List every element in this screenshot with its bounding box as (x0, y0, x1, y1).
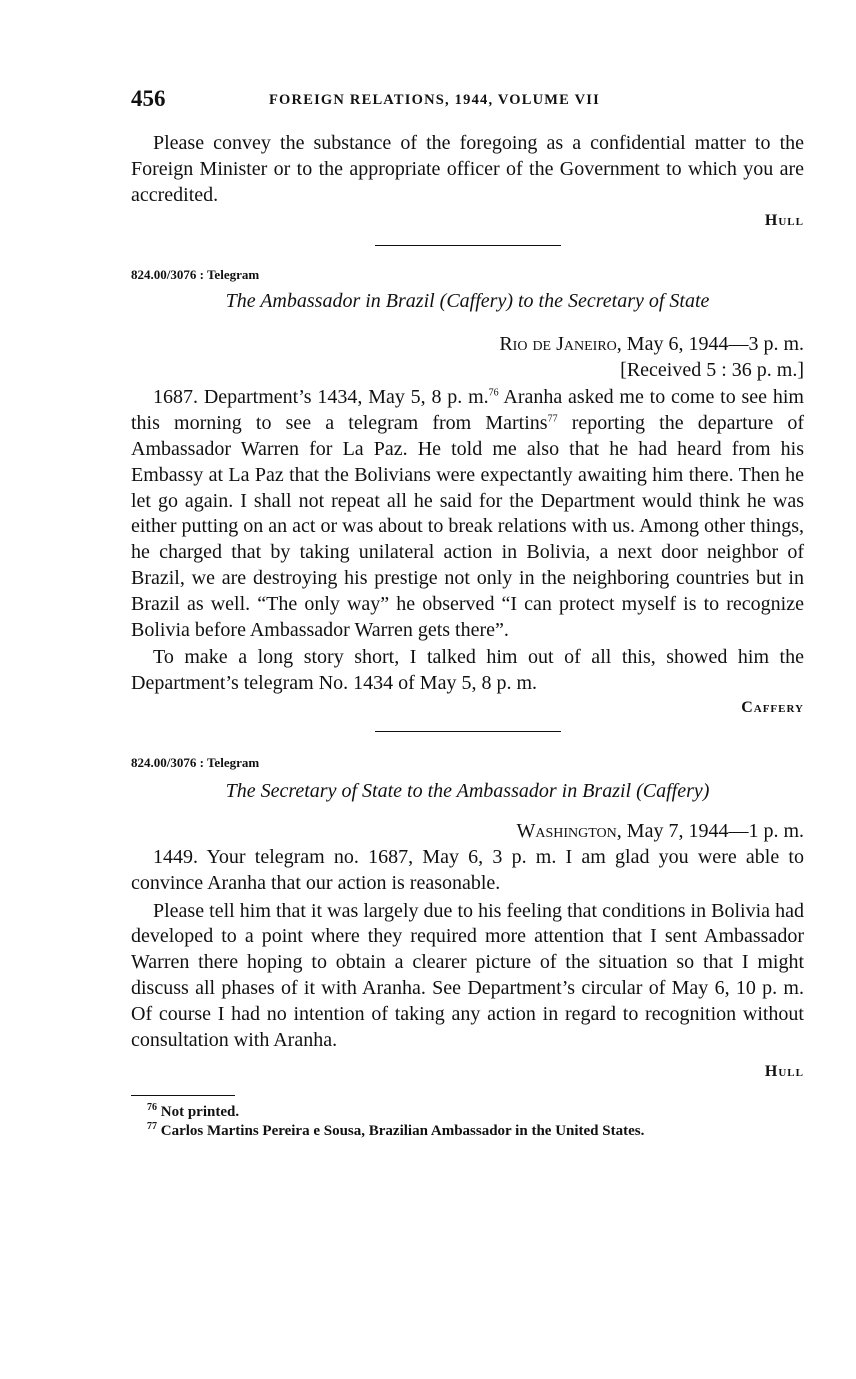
document-2 (131, 754, 804, 1083)
dateline (131, 818, 804, 844)
document-title: The Secretary of State to the Ambassador in Brazil (Caffery) (225, 779, 710, 802)
received-line: [Received 5 : 36 p. m.] (620, 359, 804, 382)
file-reference: 824.00/3076 : Telegram (131, 754, 260, 770)
footnote-number: 76 (147, 1102, 157, 1114)
footnote-77 (131, 1122, 804, 1141)
paragraph-text: 1687. Department’s 1434, May 5, 8 p. m. (153, 386, 489, 409)
dateline-date: , May 6, 1944—3 p. m. (616, 333, 804, 356)
file-reference: 824.00/3076 : Telegram (131, 267, 260, 283)
signature-caffery: Caffery (741, 698, 804, 716)
dateline (131, 331, 804, 357)
page-number: 456 (131, 86, 166, 111)
footnote-number: 77 (147, 1121, 157, 1133)
footnote-ref-76[interactable]: 76 (488, 387, 499, 399)
footnotes (131, 1103, 804, 1141)
document-1 (131, 266, 804, 719)
section-divider-1 (375, 245, 561, 246)
footnote-ref-77[interactable]: 77 (547, 413, 558, 425)
document-title: The Ambassador in Brazil (Caffery) to the Secretary of State (225, 290, 710, 313)
signature-hull-1: Hull (764, 212, 804, 230)
document-flow (131, 131, 804, 1141)
section-divider-2 (375, 731, 561, 732)
paragraph-text: reporting the departure of Ambassador Warren for La Paz. He told me also that he had heard from his Embassy at La Paz that the Bolivians were expectantly awaiting him there. Then he let go again. I shall not repeat all he said for the Department would think he was either putting on an act or was about to break relations with us. Among other things, he charged that by taking unilateral action in Bolivia, a next door neighbor of Brazil, we are destroying his prestige not only in the neighboring countries but in Brazil as well. “The only way” he observed “I can protect myself is to recognize Bolivia before Ambassador Warren gets there”. (131, 412, 804, 641)
footnote-divider (131, 1095, 235, 1096)
page-header (131, 86, 804, 116)
running-head: FOREIGN RELATIONS, 1944, VOLUME VII (269, 92, 600, 108)
paragraph-text: Aranha asked me to come to see him this morning to see a telegram from Martins (131, 386, 804, 435)
footnote-text: Not printed. (157, 1104, 240, 1121)
footnote-text: Carlos Martins Pereira e Sousa, Brazilian Ambassador in the United States. (157, 1123, 645, 1140)
dateline-date: , May 7, 1944—1 p. m. (616, 819, 804, 842)
dateline-place: Rio de Janeiro (499, 333, 617, 356)
signature-hull-2: Hull (764, 1063, 804, 1081)
telegram-paragraph (131, 385, 804, 643)
telegram-paragraph: 1449. Your telegram no. 1687, May 6, 3 p. m. I am glad you were able to convince Aranha that our action is reasonable. (131, 845, 804, 894)
footnote-76 (131, 1103, 804, 1122)
closing-paragraph: Please convey the substance of the foregoing as a confidential matter to the Foreign Minister or to the appropriate officer of the Government to which you are accredited. (131, 132, 804, 206)
dateline-place: Washington (516, 819, 617, 842)
telegram-paragraph: To make a long story short, I talked him out of all this, showed him the Department’s telegram No. 1434 of May 5, 8 p. m. (131, 646, 804, 695)
telegram-paragraph: Please tell him that it was largely due to his feeling that conditions in Bolivia had developed to a point where they required more attention that I sent Ambassador Warren there hoping to obtain a clearer picture of the situation so that I might discuss all phases of it with Aranha. See Department’s circular of May 6, 10 p. m. Of course I had no intention of taking any action in regard to recognition without consultation with Aranha. (131, 899, 804, 1051)
